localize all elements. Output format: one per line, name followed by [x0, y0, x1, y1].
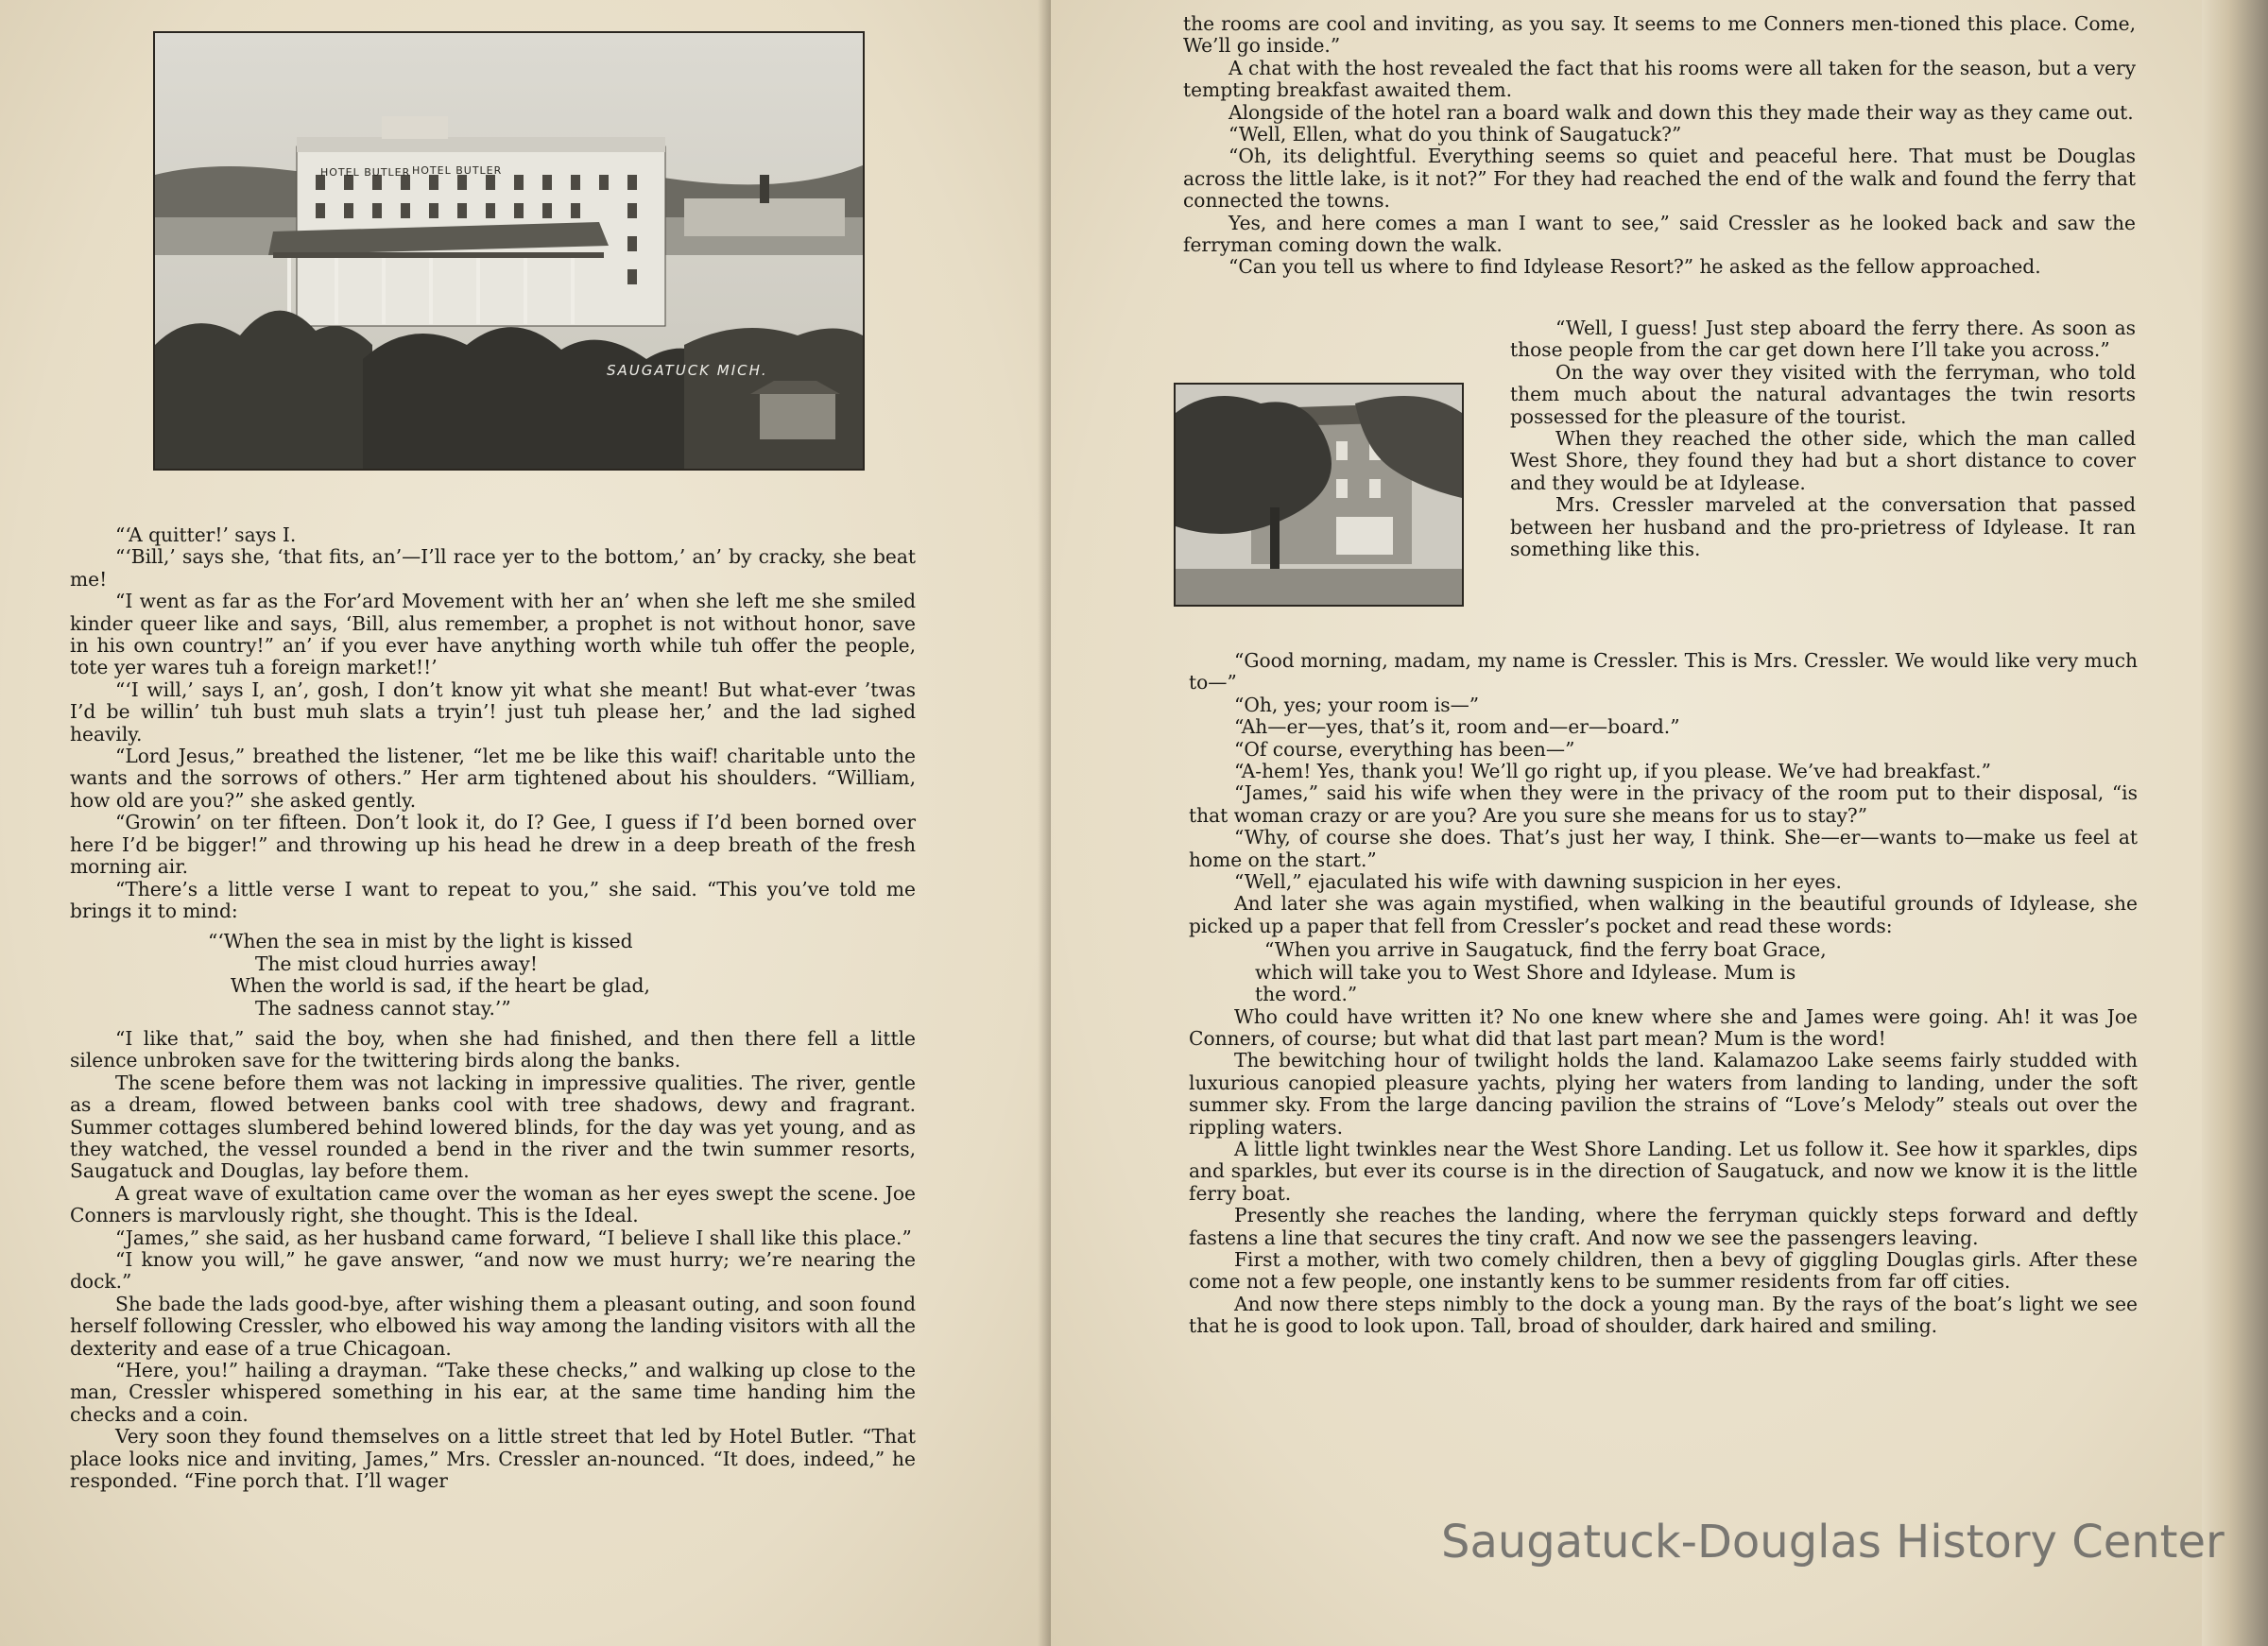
paragraph: “James,” said his wife when they were in the privacy of the room put to their disposal, “is that woman crazy or are you? Are you sure she means for us to stay?” — [1189, 781, 2138, 827]
left-text-column — [70, 524, 916, 1492]
paragraph: “Oh, yes; your room is—” — [1234, 693, 1480, 716]
paragraph: “Lord Jesus,” breathed the listener, “let me be like this waif! charitable unto the wants and the sorrows of others.” Her arm tightened about his shoulders. “William, how old are you?” she asked gently. — [70, 745, 916, 812]
paragraph: “Can you tell us where to find Idylease Resort?” he asked as the fellow approached. — [1228, 255, 2041, 279]
note-line: which will take you to West Shore and Idylease. Mum is — [1255, 960, 1796, 984]
paragraph: The bewitching hour of twilight holds the land. Kalamazoo Lake seems fairly studded with luxurious canopied pleasure yachts, plying her waters from landing to landing, under the soft summer sky. From the large dancing pavilion the strains of “Love’s Melody” steals out over the rippling waters. — [1189, 1049, 2138, 1139]
paragraph: “Oh, its delightful. Everything seems so quiet and peaceful here. That must be Douglas across the little lake, is it not?” For they had reached the end of the walk and found the ferry that connected the towns. — [1183, 145, 2136, 213]
paragraph: “Well, Ellen, what do you think of Saugatuck?” — [1228, 123, 1682, 146]
paragraph: “Well, I guess! Just step aboard the ferry there. As soon as those people from the car get down here I’ll take you across.” — [1510, 317, 2136, 362]
paragraph: “A-hem! Yes, thank you! We’ll go right up, if you please. We’ve had breakfast.” — [1234, 760, 1991, 783]
hotel-sign-right: HOTEL BUTLER — [412, 164, 503, 177]
watermark: Saugatuck-Douglas History Center — [1441, 1516, 2225, 1569]
paragraph: “I know you will,” he gave answer, “and now we must hurry; we’re nearing the dock.” — [70, 1248, 916, 1294]
paragraph: “There’s a little verse I want to repeat to you,” she said. “This you’ve told me brings it to mind: — [70, 877, 916, 922]
paragraph: A great wave of exultation came over the woman as her eyes swept the scene. Joe Conners is marvlously right, she thought. This is the Ideal. — [70, 1181, 916, 1227]
left-page — [0, 0, 1051, 1646]
paragraph: “Ah—er—yes, that’s it, room and—er—board.” — [1234, 715, 1680, 739]
paragraph: “‘Bill,’ says she, ‘that fits, an’—I’ll race yer to the bottom,’ an’ by cracky, she beat me! — [70, 545, 916, 591]
paragraph: “Of course, everything has been—” — [1234, 737, 1575, 761]
paragraph: “Why, of course she does. That’s just her way, I think. She—er—wants to—make us feel at home on the start.” — [1189, 826, 2138, 871]
paragraph: “Growin’ on ter fifteen. Don’t look it, do I? Gee, I guess if I’d been borned over here I’d be bigger!” and throwing up his head he drew in a deep breath of the fresh morning air. — [70, 811, 916, 879]
right-bottom-part-2 — [1189, 1006, 2138, 1338]
paragraph: Mrs. Cressler marveled at the conversation that passed between her husband and the pro-prietress of Idylease. It ran something like this. — [1510, 493, 2136, 561]
left-text-part-1 — [70, 524, 916, 922]
paragraph: Very soon they found themselves on a little street that led by Hotel Butler. “That place looks nice and inviting, James,” Mrs. Cressler an-nounced. “It does, indeed,” he responded. “Fine porch that. I’ll wager — [70, 1425, 916, 1493]
paragraph: “Well,” ejaculated his wife with dawning suspicion in her eyes. — [1234, 870, 1842, 894]
verse-line: When the world is sad, if the heart be glad, — [231, 974, 650, 998]
left-text-part-2 — [70, 1028, 916, 1493]
paragraph: “I went as far as the For’ard Movement with her an’ when she left me she smiled kinder queer like and says, ‘Bill, alus remember, a prophet is not without honor, save in his own country!” an’ if you ever have anything worth while tuh offer the people, tote yer wares tuh a foreign market!!’ — [70, 590, 916, 679]
right-text-top — [1183, 13, 2136, 279]
paragraph: “‘A quitter!’ says I. — [115, 523, 297, 546]
right-text-bottom — [1189, 650, 2138, 1338]
paragraph: “Here, you!” hailing a drayman. “Take these checks,” and walking up close to the man, Cressler whispered something in his ear, at the same time handing him the checks and a coin. — [70, 1359, 916, 1426]
idylease-image — [1176, 385, 1462, 605]
paragraph: And now there steps nimbly to the dock a young man. By the rays of the boat’s light we see that he is good to look upon. Tall, broad of shoulder, dark haired and smiling. — [1189, 1292, 2138, 1338]
idylease-photo — [1174, 383, 1464, 607]
verse-line: The sadness cannot stay.’” — [255, 996, 511, 1020]
paragraph: The scene before them was not lacking in impressive qualities. The river, gentle as a dream, flowed between banks cool with tree shadows, dewy and fragrant. Summer cottages slumbered behind lowered blinds, for the day was yet young, and as they watched, the vessel rounded a bend in the river and the twin summer resorts, Saugatuck and Douglas, lay before them. — [70, 1071, 916, 1183]
paragraph: On the way over they visited with the ferryman, who told them much about the natural advantages the twin resorts possessed for the pleasure of the tourist. — [1510, 360, 2136, 428]
right-bottom-part-1 — [1189, 650, 2138, 937]
paragraph: “‘I will,’ says I, an’, gosh, I don’t know yit what she meant! But what-ever ’twas I’d be willin’ tuh bust muh slats a tryin’! just tuh please her,’ and the lad sighed heavily. — [70, 677, 916, 746]
paragraph: And later she was again mystified, when walking in the beautiful grounds of Idylease, she picked up a paper that fell from Cressler’s pocket and read these words: — [1189, 892, 2138, 937]
paragraph: When they reached the other side, which the man called West Shore, they found they had but a short distance to cover and they would be at Idylease. — [1510, 427, 2136, 494]
right-page — [1051, 0, 2268, 1646]
paragraph: A little light twinkles near the West Shore Landing. Let us follow it. See how it sparkles, dips and sparkles, but ever its course is in the direction of Saugatuck, and now we know it is the little ferry boat. — [1189, 1137, 2138, 1205]
paragraph: Alongside of the hotel ran a board walk and down this they made their way as they came out. — [1228, 100, 2134, 124]
note-line: the word.” — [1255, 983, 1358, 1006]
verse-line: “‘When the sea in mist by the light is kissed — [208, 930, 633, 953]
right-text-narrow — [1510, 317, 2136, 560]
verse — [70, 931, 916, 1020]
paragraph: A chat with the host revealed the fact that his rooms were all taken for the season, but a very tempting breakfast awaited them. — [1183, 56, 2136, 102]
verse-line: The mist cloud hurries away! — [255, 952, 538, 975]
paragraph: She bade the lads good-bye, after wishing them a pleasant outing, and soon found herself following Cressler, who elbowed his way among the landing visitors with all the dexterity and ease of a true Chicagoan. — [70, 1292, 916, 1360]
note-line: “When you arrive in Saugatuck, find the ferry boat Grace, — [1264, 938, 1827, 962]
paragraph: First a mother, with two comely children, then a bevy of giggling Douglas girls. After these come not a few people, one instantly kens to be summer residents from far off cities. — [1189, 1247, 2138, 1294]
paragraph: Who could have written it? No one knew where she and James were going. Ah! it was Joe Conners, of course; but what did that last part mean? Mum is the word! — [1189, 1004, 2138, 1050]
paragraph: Presently she reaches the landing, where the ferryman quickly steps forward and deftly fastens a line that secures the tiny craft. And now we see the passengers leaving. — [1189, 1204, 2138, 1249]
photo-caption: SAUGATUCK MICH. — [607, 362, 768, 379]
hotel-butler-photo — [153, 31, 865, 471]
paragraph: “Good morning, madam, my name is Cressler. This is Mrs. Cressler. We would like very much to—” — [1189, 649, 2138, 694]
ferry-note — [1189, 939, 2138, 1005]
page-edge — [2202, 0, 2268, 1646]
paragraph: “I like that,” said the boy, when she had finished, and then there fell a little silence unbroken save for the twittering birds along the banks. — [70, 1026, 916, 1072]
hotel-sign-left: HOTEL BUTLER — [320, 166, 411, 179]
hotel-butler-image — [155, 33, 863, 469]
paragraph: Yes, and here comes a man I want to see,” said Cressler as he looked back and saw the ferryman coming down the walk. — [1183, 211, 2136, 257]
paragraph: the rooms are cool and inviting, as you say. It seems to me Conners men-tioned this place. Come, We’ll go inside.” — [1183, 12, 2136, 58]
paragraph: “James,” she said, as her husband came forward, “I believe I shall like this place.” — [115, 1226, 912, 1249]
